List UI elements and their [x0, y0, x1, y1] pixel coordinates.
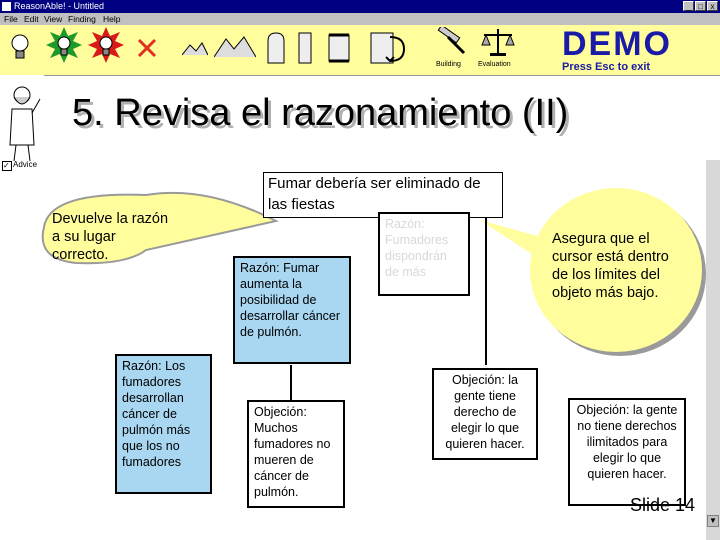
maximize-button[interactable]: □ — [695, 1, 706, 11]
evaluation-label[interactable]: Evaluation — [478, 61, 511, 68]
tombstone-icon[interactable] — [266, 31, 286, 65]
undo-arrow-icon[interactable] — [384, 33, 406, 63]
hills-icon[interactable] — [182, 41, 208, 57]
green-lightbulb-icon[interactable] — [46, 27, 82, 67]
mountains-icon[interactable] — [214, 35, 256, 59]
menu-finding[interactable]: Finding — [68, 14, 96, 24]
window-title-bar — [0, 0, 720, 13]
window-title: ReasonAble! - Untitled — [14, 1, 105, 11]
vertical-scrollbar[interactable] — [706, 160, 720, 540]
menu-bar — [0, 13, 720, 25]
menu-edit[interactable]: Edit — [24, 14, 39, 24]
connector-line — [485, 215, 487, 365]
callout-left-text: Devuelve la razón a su lugar correcto. — [52, 211, 169, 263]
caveman-advisor-icon[interactable] — [2, 85, 42, 165]
scroll-down-arrow-icon[interactable]: ▼ — [707, 515, 719, 527]
reason-box-left[interactable]: Razón: Los fumadores desarrollan cáncer de pulmón más que los no fumadores — [115, 354, 212, 494]
objection-box-1[interactable]: Objeción: Muchos fumadores no mueren de cáncer de pulmón. — [247, 400, 345, 508]
reason-box-main[interactable]: Razón: Fumar aumenta la posibilidad de desarrollar cáncer de pulmón. — [233, 256, 351, 364]
slide-heading: 5. Revisa el razonamiento (II) — [72, 92, 569, 134]
column-icon[interactable] — [296, 31, 314, 65]
scroll-icon[interactable] — [325, 31, 353, 65]
claim-box[interactable]: Fumar debería ser eliminado de las fiestas — [263, 172, 503, 218]
callout-right-text: Asegura que el cursor está dentro de los límites del objeto más bajo. — [552, 231, 669, 301]
scales-icon[interactable] — [480, 27, 516, 57]
objection-box-2[interactable]: Objeción: la gente tiene derecho de elegir lo que quieren hacer. — [432, 368, 538, 460]
building-label[interactable]: Building — [436, 61, 461, 68]
delete-x-icon[interactable] — [136, 37, 158, 59]
building-tools-icon[interactable] — [436, 27, 468, 57]
close-button[interactable]: x — [707, 1, 718, 11]
escape-hint: Press Esc to exit — [562, 61, 651, 73]
reason-box-top[interactable]: Razón: Fumadores dispondrán de más — [378, 212, 470, 296]
app-icon — [2, 2, 11, 11]
red-lightbulb-icon[interactable] — [88, 27, 124, 67]
connector-line — [290, 365, 292, 403]
menu-file[interactable]: File — [4, 14, 18, 24]
menu-view[interactable]: View — [44, 14, 63, 24]
demo-banner: DEMO — [562, 25, 672, 63]
advice-label: Advice — [13, 160, 38, 169]
objection-box-3[interactable]: Objeción: la gente no tiene derechos ilimitados para elegir lo que quieren hacer. — [568, 398, 686, 506]
slide-number: Slide 14 — [630, 495, 696, 515]
advisor-panel — [0, 75, 44, 540]
minimize-button[interactable]: _ — [683, 1, 694, 11]
advice-checkbox[interactable]: ✓ — [2, 161, 12, 171]
lightbulb-icon[interactable] — [8, 31, 32, 63]
menu-help[interactable]: Help — [103, 14, 121, 24]
toolbar — [0, 25, 720, 76]
